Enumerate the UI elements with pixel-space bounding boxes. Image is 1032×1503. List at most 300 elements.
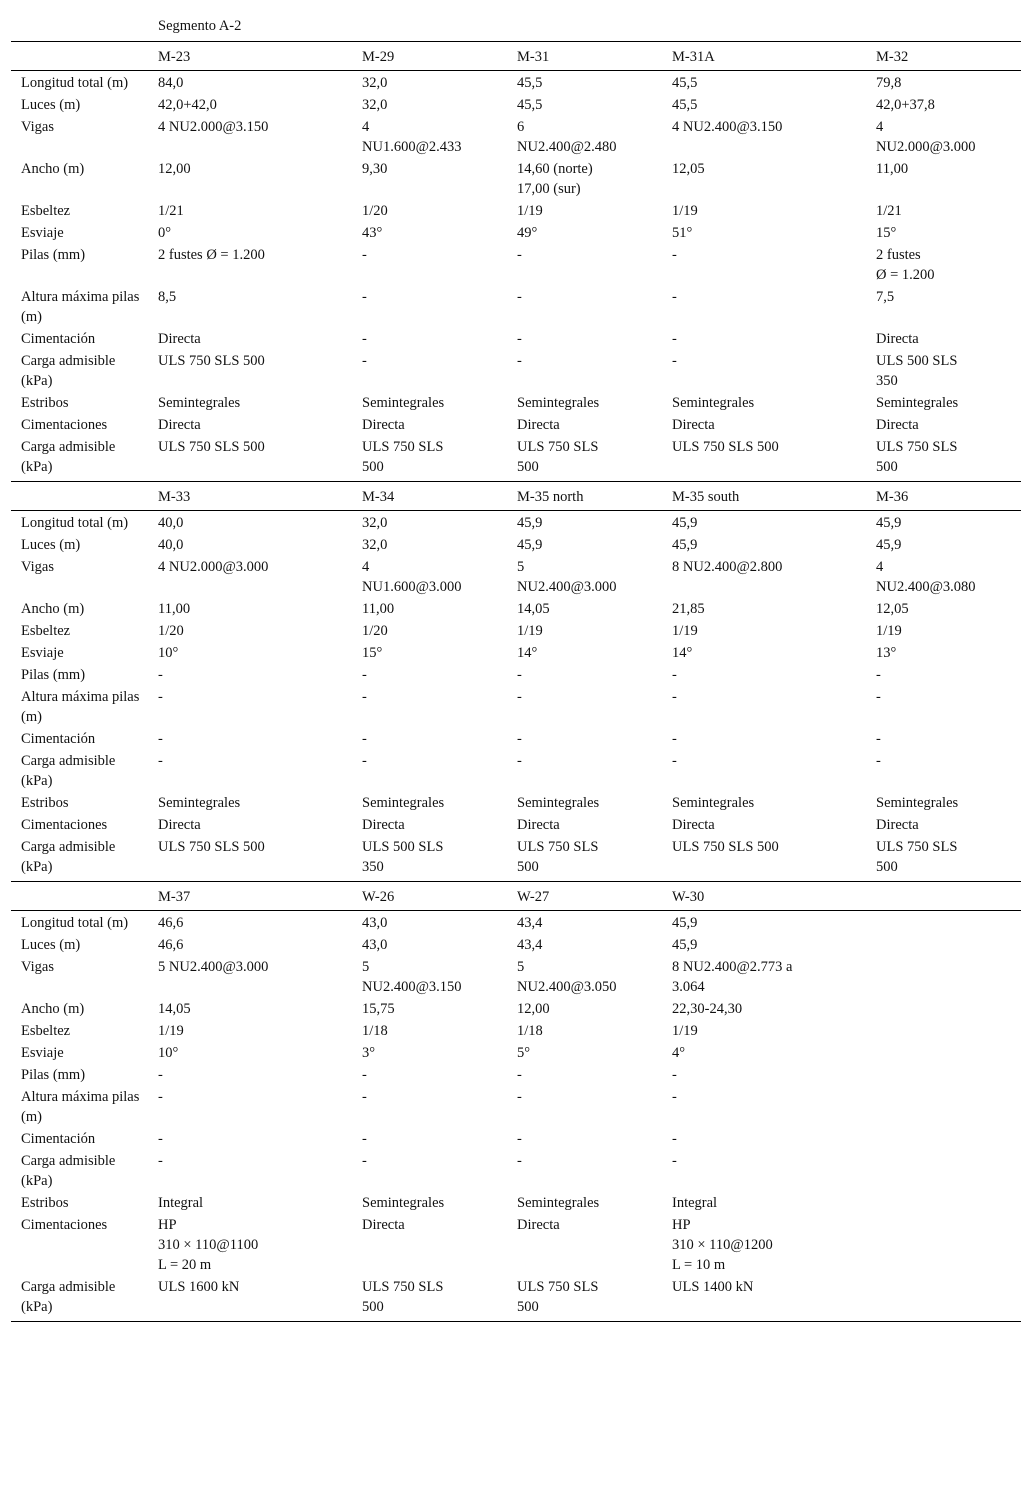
table-cell: 10° <box>158 645 179 661</box>
table-cell: 49° <box>517 225 538 241</box>
table-row <box>11 158 1021 200</box>
table-cell: 32,0 <box>362 515 388 531</box>
table-cell: Integral <box>158 1195 204 1211</box>
table-cell: - <box>362 731 367 747</box>
table-cell: ULS 500 SLS 350 <box>352 836 507 882</box>
table-cell: ULS 750 SLS 500 <box>866 836 1021 882</box>
table-cell: Semintegrales <box>517 395 600 411</box>
table-cell: - <box>876 731 881 747</box>
table-row <box>11 1042 1021 1064</box>
table-cell: 43,4 <box>517 937 543 953</box>
table-cell: 14,05 <box>158 1001 191 1017</box>
table-cell: Semintegrales <box>158 795 241 811</box>
table-cell: 32,0 <box>362 97 388 113</box>
table-cell: 40,0 <box>158 515 184 531</box>
table-cell: 45,5 <box>517 75 543 91</box>
row-label: Esbeltez <box>21 203 71 219</box>
table-row <box>11 222 1021 244</box>
table-row <box>11 1150 1021 1192</box>
table-cell: 5 NU2.400@3.000 <box>517 559 617 595</box>
row-label: Vigas <box>21 119 54 135</box>
table-cell: 5 NU2.400@3.000 <box>158 959 269 975</box>
table-row <box>11 686 1021 728</box>
table-cell: Directa <box>876 417 919 433</box>
table-cell: 45,9 <box>672 937 698 953</box>
segment-header-row <box>11 11 1021 42</box>
row-label: Cimentaciones <box>21 1217 108 1233</box>
table-cell: - <box>517 247 522 263</box>
column-header: M-34 <box>352 482 507 511</box>
table-cell: 45,9 <box>672 915 698 931</box>
table-row <box>11 750 1021 792</box>
table-cell: 15,75 <box>362 1001 395 1017</box>
table-row <box>11 94 1021 116</box>
column-header: M-31 <box>507 42 662 71</box>
table-row <box>11 836 1021 882</box>
table-cell: 2 fustes Ø = 1.200 <box>158 247 265 263</box>
row-label: Longitud total (m) <box>21 915 129 931</box>
table-cell: - <box>158 1089 163 1105</box>
row-label: Longitud total (m) <box>21 75 129 91</box>
table-cell: 45,9 <box>876 515 902 531</box>
table-cell: 12,00 <box>517 1001 550 1017</box>
table-cell: Directa <box>158 817 201 833</box>
table-cell <box>866 1214 1021 1276</box>
table-row <box>11 71 1021 95</box>
column-header: W-30 <box>662 882 866 911</box>
table-cell: - <box>672 353 677 369</box>
table-row <box>11 1192 1021 1214</box>
table-cell: - <box>672 1089 677 1105</box>
table-cell: - <box>158 731 163 747</box>
row-label: Esviaje <box>21 645 64 661</box>
table-cell: 14° <box>672 645 693 661</box>
table-cell: - <box>362 689 367 705</box>
column-header: M-23 <box>148 42 352 71</box>
table-cell: - <box>672 247 677 263</box>
table-cell: - <box>517 753 522 769</box>
table-cell <box>866 1086 1021 1128</box>
table-cell: ULS 500 SLS 350 <box>876 353 958 389</box>
table-cell: Semintegrales <box>876 395 959 411</box>
table-cell <box>866 1276 1021 1322</box>
table-cell: - <box>158 1131 163 1147</box>
table-cell: 45,5 <box>517 97 543 113</box>
table-cell: - <box>517 289 522 305</box>
table-cell: Directa <box>517 417 560 433</box>
table-cell: 3° <box>362 1045 376 1061</box>
row-label: Cimentaciones <box>21 417 108 433</box>
table-cell: 1/19 <box>517 623 543 639</box>
table-cell: 4° <box>672 1045 686 1061</box>
table-cell: 45,9 <box>672 537 698 553</box>
table-cell: 1/19 <box>876 623 902 639</box>
table-cell: 1/19 <box>517 203 543 219</box>
table-cell: Semintegrales <box>362 795 445 811</box>
table-row <box>11 664 1021 686</box>
table-cell: 1/19 <box>672 623 698 639</box>
column-header: M-32 <box>866 42 1021 71</box>
table-cell <box>866 998 1021 1020</box>
table-cell: 1/19 <box>158 1023 184 1039</box>
table-cell: - <box>672 731 677 747</box>
table-cell: ULS 750 SLS 500 <box>158 353 265 369</box>
table-cell: - <box>517 731 522 747</box>
table-cell: 43,0 <box>362 915 388 931</box>
table-cell: 14,05 <box>517 601 550 617</box>
table-row <box>11 414 1021 436</box>
table-cell: Semintegrales <box>876 795 959 811</box>
column-header-corner <box>11 882 148 911</box>
table-cell: 51° <box>672 225 693 241</box>
table-cell: 9,30 <box>362 161 388 177</box>
table-cell: 43,4 <box>517 915 543 931</box>
table-cell: Semintegrales <box>362 1195 445 1211</box>
table-cell: 1/18 <box>517 1023 543 1039</box>
table-cell <box>866 1150 1021 1192</box>
table-cell: - <box>517 1131 522 1147</box>
table-row <box>11 934 1021 956</box>
table-cell: Semintegrales <box>517 795 600 811</box>
row-label: Altura máxima pilas (m) <box>21 289 140 325</box>
table-row <box>11 1128 1021 1150</box>
table-row <box>11 511 1021 535</box>
column-header: M-37 <box>148 882 352 911</box>
row-label: Carga admisible (kPa) <box>21 1153 116 1189</box>
table-cell: - <box>517 331 522 347</box>
table-cell: ULS 750 SLS 500 <box>866 436 1021 482</box>
table-cell: 21,85 <box>672 601 705 617</box>
table-cell: 4 NU1.600@3.000 <box>362 559 462 595</box>
row-label: Luces (m) <box>21 537 81 553</box>
table-cell: 43° <box>362 225 383 241</box>
table-cell: 1/19 <box>672 203 698 219</box>
table-cell: - <box>876 689 881 705</box>
table-cell: - <box>362 353 367 369</box>
column-header: M-31A <box>662 42 866 71</box>
table-row <box>11 642 1021 664</box>
table-row <box>11 792 1021 814</box>
table-cell: - <box>362 1067 367 1083</box>
row-label: Cimentación <box>21 1131 96 1147</box>
row-label: Cimentaciones <box>21 817 108 833</box>
table-cell: - <box>158 689 163 705</box>
table-cell: Directa <box>672 417 715 433</box>
table-cell: ULS 750 SLS 500 <box>507 1276 662 1322</box>
row-label: Ancho (m) <box>21 601 85 617</box>
table-cell: - <box>672 667 677 683</box>
table-cell: - <box>158 753 163 769</box>
table-cell: - <box>876 753 881 769</box>
table-row <box>11 1086 1021 1128</box>
column-header: M-33 <box>148 482 352 511</box>
row-label: Longitud total (m) <box>21 515 129 531</box>
table-cell: - <box>158 1153 163 1169</box>
table-cell: 5 NU2.400@3.050 <box>517 959 617 995</box>
table-cell: Semintegrales <box>672 395 755 411</box>
table-row <box>11 1276 1021 1322</box>
table-row <box>11 998 1021 1020</box>
table-cell: 79,8 <box>876 75 902 91</box>
table-cell: 46,6 <box>158 915 184 931</box>
table-cell: 4 NU2.000@3.000 <box>158 559 269 575</box>
table-cell <box>866 956 1021 998</box>
table-row <box>11 392 1021 414</box>
table-cell: - <box>517 1089 522 1105</box>
table-row <box>11 728 1021 750</box>
table-cell: 2 fustes Ø = 1.200 <box>876 247 935 283</box>
table-cell: Directa <box>158 331 201 347</box>
table-row <box>11 1020 1021 1042</box>
table-cell: 12,05 <box>876 601 909 617</box>
bridge-characteristics-table <box>11 11 1021 1322</box>
table-cell: ULS 750 SLS 500 <box>662 436 866 482</box>
table-cell: Integral <box>672 1195 718 1211</box>
table-cell: 13° <box>876 645 897 661</box>
table-cell: - <box>672 1067 677 1083</box>
column-header-row <box>11 882 1021 911</box>
table-cell: - <box>362 1089 367 1105</box>
row-label: Luces (m) <box>21 937 81 953</box>
table-cell: - <box>672 331 677 347</box>
table-cell: - <box>517 667 522 683</box>
table-cell: 1/20 <box>362 203 388 219</box>
table-cell: Semintegrales <box>362 395 445 411</box>
table-cell: ULS 750 SLS 500 <box>352 1276 507 1322</box>
table-cell: HP 310 × 110@1200 L = 10 m <box>672 1217 773 1273</box>
row-label: Luces (m) <box>21 97 81 113</box>
row-label: Pilas (mm) <box>21 1067 86 1083</box>
table-cell: ULS 750 SLS 500 <box>352 436 507 482</box>
table-cell <box>866 1020 1021 1042</box>
table-cell: 45,9 <box>876 537 902 553</box>
table-cell: 14,60 (norte) 17,00 (sur) <box>517 161 593 197</box>
table-row <box>11 244 1021 286</box>
table-cell: 1/18 <box>362 1023 388 1039</box>
table-cell: - <box>362 247 367 263</box>
table-cell: 6 NU2.400@2.480 <box>517 119 617 155</box>
row-label: Pilas (mm) <box>21 247 86 263</box>
table-cell: 46,6 <box>158 937 184 953</box>
table-cell: - <box>672 753 677 769</box>
table-cell: Directa <box>876 817 919 833</box>
row-label: Carga admisible (kPa) <box>11 836 148 882</box>
table-cell: ULS 1600 kN <box>148 1276 352 1322</box>
table-row <box>11 1214 1021 1276</box>
table-cell: 40,0 <box>158 537 184 553</box>
table-cell: Directa <box>876 331 919 347</box>
column-header: M-36 <box>866 482 1021 511</box>
row-label: Ancho (m) <box>21 1001 85 1017</box>
table-cell: - <box>517 689 522 705</box>
table-cell: - <box>672 289 677 305</box>
table-cell: 84,0 <box>158 75 184 91</box>
table-cell: 43,0 <box>362 937 388 953</box>
table-cell: - <box>362 667 367 683</box>
table-row <box>11 350 1021 392</box>
column-header: W-26 <box>352 882 507 911</box>
table-cell: 1/20 <box>158 623 184 639</box>
table-cell: - <box>672 1131 677 1147</box>
table-row <box>11 620 1021 642</box>
table-row <box>11 598 1021 620</box>
row-label: Esbeltez <box>21 1023 71 1039</box>
table-cell: 15° <box>876 225 897 241</box>
column-header: M-35 north <box>507 482 662 511</box>
table-cell: - <box>362 1153 367 1169</box>
table-cell: 11,00 <box>362 601 395 617</box>
table-row <box>11 814 1021 836</box>
table-cell: - <box>362 753 367 769</box>
table-cell: ULS 750 SLS 500 <box>507 836 662 882</box>
segment-label: Segmento A-2 <box>148 11 1021 42</box>
row-label: Altura máxima pilas (m) <box>21 1089 140 1125</box>
row-label: Esbeltez <box>21 623 71 639</box>
table-cell: Semintegrales <box>158 395 241 411</box>
row-label: Esviaje <box>21 225 64 241</box>
table-row <box>11 956 1021 998</box>
table-cell: 12,00 <box>158 161 191 177</box>
table-cell: 8 NU2.400@2.773 a 3.064 <box>672 959 793 995</box>
table-cell: 45,9 <box>672 515 698 531</box>
row-label: Estribos <box>21 395 69 411</box>
table-row <box>11 1064 1021 1086</box>
table-cell <box>866 1042 1021 1064</box>
table-cell: 14° <box>517 645 538 661</box>
row-label: Ancho (m) <box>21 161 85 177</box>
table-body <box>11 11 1021 1322</box>
table-cell: 5 NU2.400@3.150 <box>362 959 462 995</box>
column-header: W-27 <box>507 882 662 911</box>
table-cell: 1/20 <box>362 623 388 639</box>
table-cell: 4 NU2.400@3.080 <box>876 559 976 595</box>
table-cell: - <box>672 1153 677 1169</box>
table-cell: 45,9 <box>517 537 543 553</box>
table-cell: ULS 750 SLS 500 <box>507 436 662 482</box>
row-label: Cimentación <box>21 331 96 347</box>
table-cell: 1/21 <box>158 203 184 219</box>
table-cell: - <box>362 331 367 347</box>
table-row <box>11 200 1021 222</box>
table-cell: - <box>517 1153 522 1169</box>
table-cell: Directa <box>362 417 405 433</box>
table-cell: - <box>517 1067 522 1083</box>
row-label: Pilas (mm) <box>21 667 86 683</box>
column-header: M-35 south <box>662 482 866 511</box>
table-cell: 1/21 <box>876 203 902 219</box>
table-cell: 32,0 <box>362 75 388 91</box>
table-cell: - <box>362 1131 367 1147</box>
table-cell: 45,9 <box>517 515 543 531</box>
table-cell: ULS 750 SLS 500 <box>148 436 352 482</box>
table-cell: Semintegrales <box>672 795 755 811</box>
table-cell: 45,5 <box>672 97 698 113</box>
table-cell: - <box>158 1067 163 1083</box>
table-cell: Directa <box>362 1217 405 1233</box>
table-cell: 22,30-24,30 <box>672 1001 743 1017</box>
table-cell: 5° <box>517 1045 531 1061</box>
table-cell: HP 310 × 110@1100 L = 20 m <box>158 1217 259 1273</box>
table-cell: ULS 1400 kN <box>662 1276 866 1322</box>
table-cell: 4 NU2.000@3.000 <box>876 119 976 155</box>
table-cell: 42,0+37,8 <box>876 97 935 113</box>
row-label: Carga admisible (kPa) <box>11 436 148 482</box>
bridge-table-document <box>11 11 1021 1322</box>
column-header-corner <box>11 482 148 511</box>
table-cell: - <box>876 667 881 683</box>
row-label: Carga admisible (kPa) <box>21 753 116 789</box>
table-row <box>11 534 1021 556</box>
table-cell <box>866 1192 1021 1214</box>
table-cell: 32,0 <box>362 537 388 553</box>
table-cell: - <box>158 667 163 683</box>
table-cell: Directa <box>672 817 715 833</box>
table-cell: 11,00 <box>876 161 909 177</box>
table-cell: 4 NU1.600@2.433 <box>362 119 462 155</box>
row-label: Estribos <box>21 795 69 811</box>
row-label: Carga admisible (kPa) <box>21 353 116 389</box>
table-cell: Semintegrales <box>517 1195 600 1211</box>
table-cell: 42,0+42,0 <box>158 97 217 113</box>
row-label: Altura máxima pilas (m) <box>21 689 140 725</box>
table-row <box>11 286 1021 328</box>
table-cell: 4 NU2.000@3.150 <box>158 119 269 135</box>
corner-cell <box>11 11 148 42</box>
table-cell: Directa <box>362 817 405 833</box>
table-cell: Directa <box>517 1217 560 1233</box>
table-cell <box>866 934 1021 956</box>
table-row <box>11 556 1021 598</box>
table-cell: 8 NU2.400@2.800 <box>672 559 783 575</box>
table-cell: 4 NU2.400@3.150 <box>672 119 783 135</box>
table-cell: 1/19 <box>672 1023 698 1039</box>
table-cell: - <box>517 353 522 369</box>
table-cell: 0° <box>158 225 172 241</box>
table-cell: - <box>362 289 367 305</box>
table-cell: Directa <box>517 817 560 833</box>
table-row <box>11 436 1021 482</box>
column-header-row <box>11 42 1021 71</box>
table-cell: ULS 750 SLS 500 <box>662 836 866 882</box>
table-cell: 11,00 <box>158 601 191 617</box>
table-cell: 8,5 <box>158 289 177 305</box>
table-row <box>11 328 1021 350</box>
column-header: M-29 <box>352 42 507 71</box>
table-cell: Directa <box>158 417 201 433</box>
table-cell <box>866 911 1021 935</box>
column-header <box>866 882 1021 911</box>
table-cell <box>866 1128 1021 1150</box>
table-cell: ULS 750 SLS 500 <box>148 836 352 882</box>
table-row <box>11 911 1021 935</box>
row-label: Carga admisible (kPa) <box>11 1276 148 1322</box>
table-cell: 10° <box>158 1045 179 1061</box>
column-header-row <box>11 482 1021 511</box>
column-header-corner <box>11 42 148 71</box>
row-label: Esviaje <box>21 1045 64 1061</box>
row-label: Vigas <box>21 959 54 975</box>
row-label: Estribos <box>21 1195 69 1211</box>
table-cell: 15° <box>362 645 383 661</box>
row-label: Vigas <box>21 559 54 575</box>
table-cell: 45,5 <box>672 75 698 91</box>
table-cell <box>866 1064 1021 1086</box>
row-label: Cimentación <box>21 731 96 747</box>
table-cell: - <box>672 689 677 705</box>
table-cell: 7,5 <box>876 289 895 305</box>
table-cell: 12,05 <box>672 161 705 177</box>
table-row <box>11 116 1021 158</box>
